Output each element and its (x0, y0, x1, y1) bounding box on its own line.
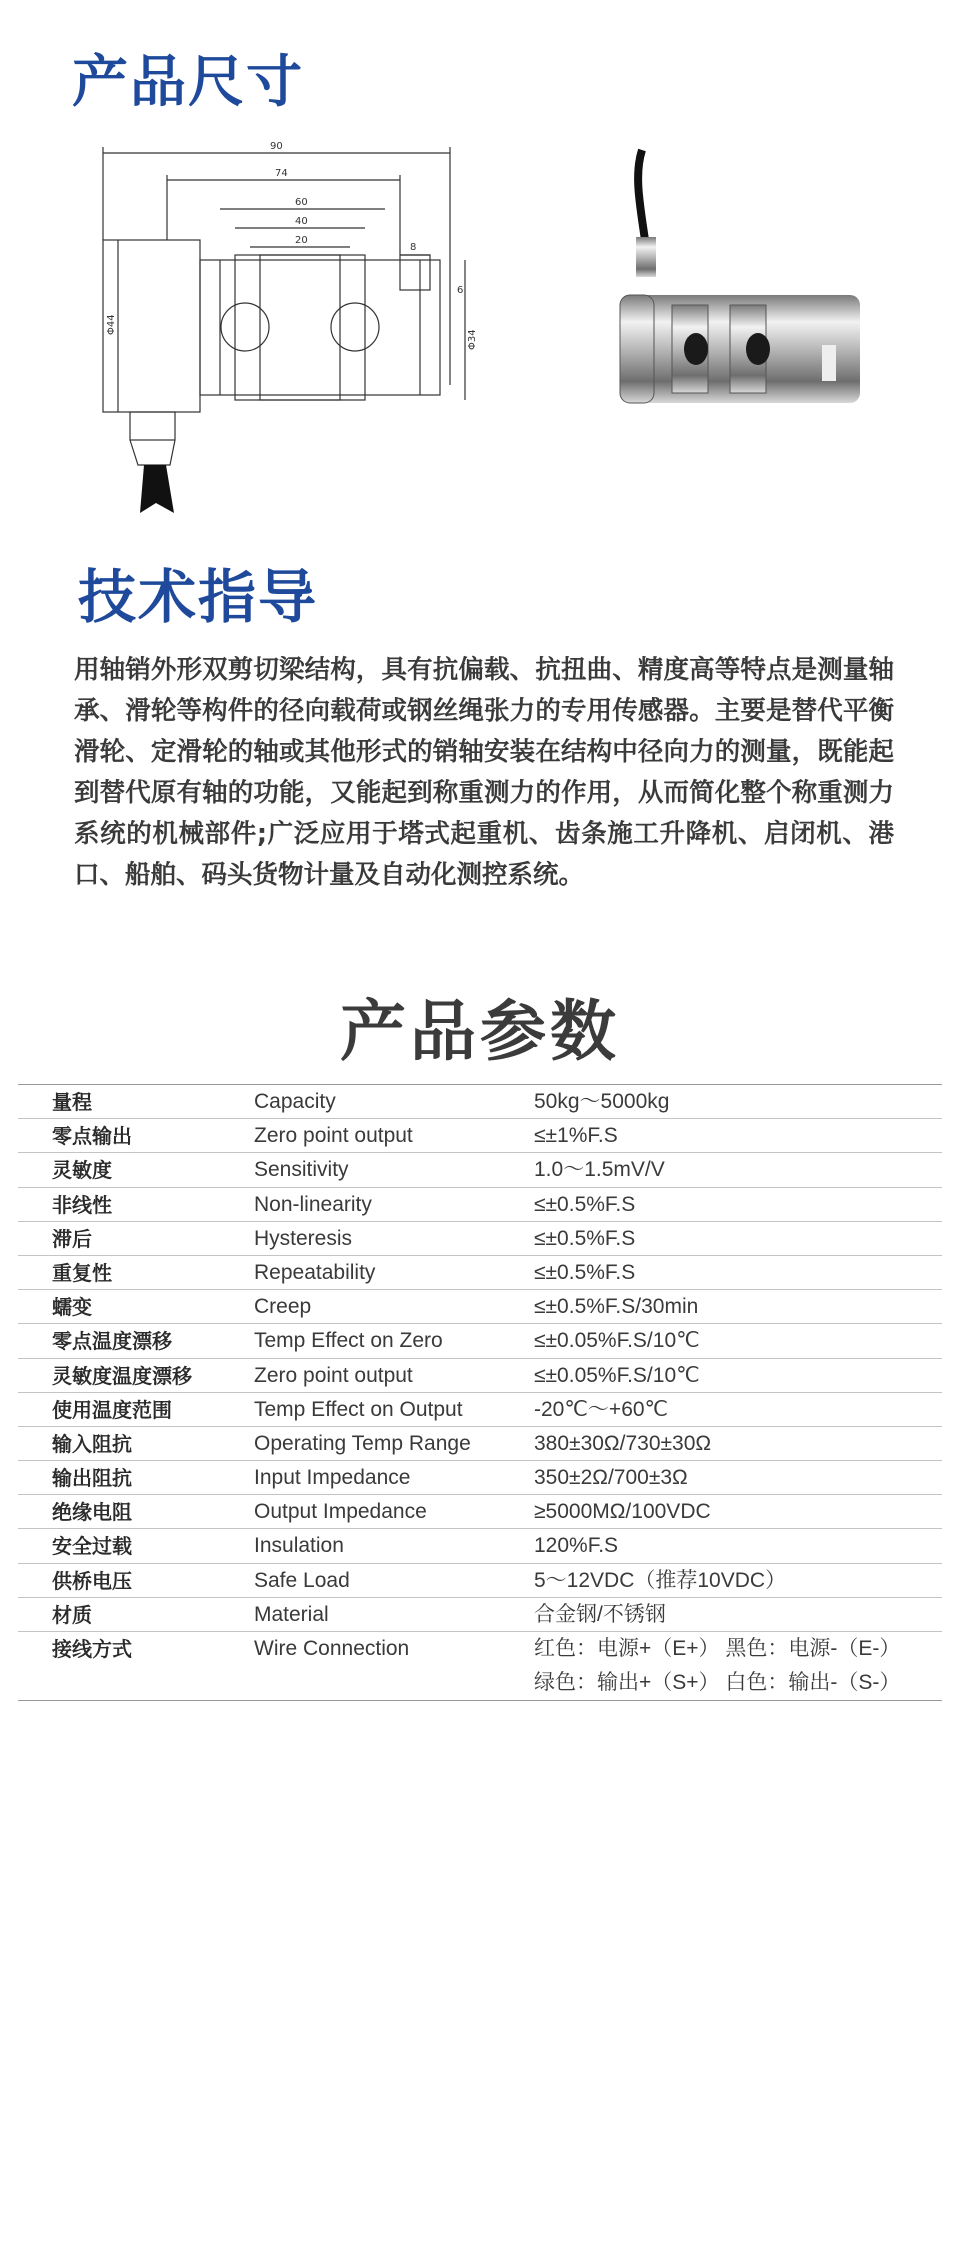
spec-name-cn: 灵敏度温度漂移 (52, 1363, 192, 1388)
table-row (18, 1564, 942, 1598)
spec-name-en: Output Impedance (254, 1500, 427, 1524)
table-row (18, 1085, 942, 1119)
spec-table (18, 1084, 942, 1701)
spec-name-en: Zero point output (254, 1363, 413, 1387)
spec-value: ≤±0.5%F.S (534, 1226, 636, 1250)
svg-text:90: 90 (270, 141, 283, 152)
table-row (18, 1188, 942, 1222)
spec-value: -20℃～+60℃ (534, 1397, 669, 1421)
spec-value: 50kg～5000kg (534, 1090, 670, 1113)
svg-text:60: 60 (295, 197, 308, 208)
section-title-guide: 技术指导 (78, 563, 319, 631)
table-row (18, 1256, 942, 1290)
spec-name-cn: 量程 (52, 1090, 92, 1114)
table-row (18, 1119, 942, 1153)
spec-name-en: Insulation (254, 1534, 344, 1558)
table-row (18, 1427, 942, 1461)
spec-name-en: Safe Load (254, 1568, 350, 1592)
product-photo (590, 145, 880, 435)
spec-name-en: Material (254, 1602, 329, 1626)
spec-name-cn: 材质 (52, 1602, 92, 1627)
spec-name-cn: 使用温度范围 (52, 1397, 172, 1422)
svg-text:Φ34: Φ34 (467, 329, 478, 350)
spec-value: ≤±0.05%F.S/10℃ (534, 1363, 700, 1387)
product-description: 用轴销外形双剪切梁结构，具有抗偏载、抗扭曲、精度高等特点是测量轴承、滑轮等构件的径向载荷或钢丝绳张力的专用传感器。主要是替代平衡滑轮、定滑轮的轴或其他形式的销轴安装在结构中径向力的测量，既能起到替代原有轴的功能，又能起到称重测力的作用，从而简化整个称重测力系统的机械部件;广泛应用于塔式起重机、齿条施工升降机、启闭机、港口、船舶、码头货物计量及自动化测控系统。 (74, 655, 894, 890)
table-row (18, 1529, 942, 1563)
table-row (18, 1324, 942, 1358)
spec-name-cn: 零点温度漂移 (52, 1329, 172, 1354)
spec-name-en: Zero point output (254, 1124, 413, 1148)
svg-text:Φ44: Φ44 (106, 314, 117, 335)
spec-value: ≤±0.5%F.S (534, 1260, 636, 1284)
table-row (18, 1153, 942, 1187)
section-title-params: 产品参数 (340, 993, 620, 1070)
spec-name-cn: 灵敏度 (52, 1158, 112, 1183)
table-row (18, 1222, 942, 1256)
spec-name-en: Capacity (254, 1090, 336, 1113)
spec-name-en: Input Impedance (254, 1466, 411, 1490)
spec-value: 120%F.S (534, 1534, 619, 1558)
spec-name-cn: 重复性 (52, 1260, 112, 1285)
spec-name-cn: 蠕变 (52, 1295, 92, 1320)
table-row (18, 1290, 942, 1324)
spec-value-line2: 绿色：输出+（S+） 白色：输出-（S-） (534, 1671, 901, 1694)
spec-name-cn: 非线性 (52, 1192, 112, 1217)
svg-text:6: 6 (457, 285, 464, 296)
spec-value: 红色：电源+（E+） 黑色：电源-（E-） (534, 1637, 901, 1660)
spec-name-en: Temp Effect on Zero (254, 1329, 443, 1353)
table-row (18, 1598, 942, 1632)
spec-value: ≤±1%F.S (534, 1124, 618, 1148)
spec-value: ≥5000MΩ/100VDC (534, 1500, 711, 1524)
spec-value: 350±2Ω/700±3Ω (534, 1466, 688, 1490)
svg-text:20: 20 (295, 235, 308, 246)
spec-name-en: Temp Effect on Output (254, 1397, 463, 1421)
spec-name-cn: 输入阻抗 (52, 1431, 132, 1456)
spec-name-cn: 输出阻抗 (52, 1466, 132, 1491)
spec-name-en: Repeatability (254, 1260, 376, 1284)
svg-text:40: 40 (295, 216, 308, 227)
table-row (18, 1495, 942, 1529)
spec-name-cn: 供桥电压 (52, 1568, 132, 1593)
spec-value: 合金钢/不锈钢 (534, 1602, 666, 1626)
svg-text:8: 8 (410, 242, 417, 253)
table-row (18, 1359, 942, 1393)
spec-name-en: Hysteresis (254, 1226, 353, 1250)
spec-name-cn: 滞后 (52, 1226, 92, 1251)
spec-value: 5～12VDC（推荐10VDC） (534, 1568, 787, 1592)
spec-value: ≤±0.05%F.S/10℃ (534, 1329, 700, 1353)
spec-value: ≤±0.5%F.S/30min (534, 1295, 699, 1319)
spec-name-cn: 绝缘电阻 (52, 1500, 132, 1525)
table-row (18, 1461, 942, 1495)
spec-name-en: Creep (254, 1295, 312, 1319)
spec-name-cn: 接线方式 (52, 1637, 132, 1661)
spec-value: ≤±0.5%F.S (534, 1192, 636, 1216)
spec-name-en: Sensitivity (254, 1158, 349, 1182)
spec-name-en: Non-linearity (254, 1192, 372, 1216)
table-row (18, 1632, 942, 1700)
spec-name-cn: 零点输出 (52, 1124, 132, 1149)
section-title-size: 产品尺寸 (72, 50, 304, 115)
svg-text:74: 74 (275, 168, 288, 179)
spec-value: 380±30Ω/730±30Ω (534, 1431, 712, 1455)
spec-name-en: Operating Temp Range (254, 1431, 471, 1455)
spec-name-cn: 安全过载 (52, 1534, 132, 1559)
table-row (18, 1393, 942, 1427)
spec-value: 1.0～1.5mV/V (534, 1158, 665, 1182)
spec-name-en: Wire Connection (254, 1637, 410, 1660)
dimension-drawing (70, 135, 510, 515)
